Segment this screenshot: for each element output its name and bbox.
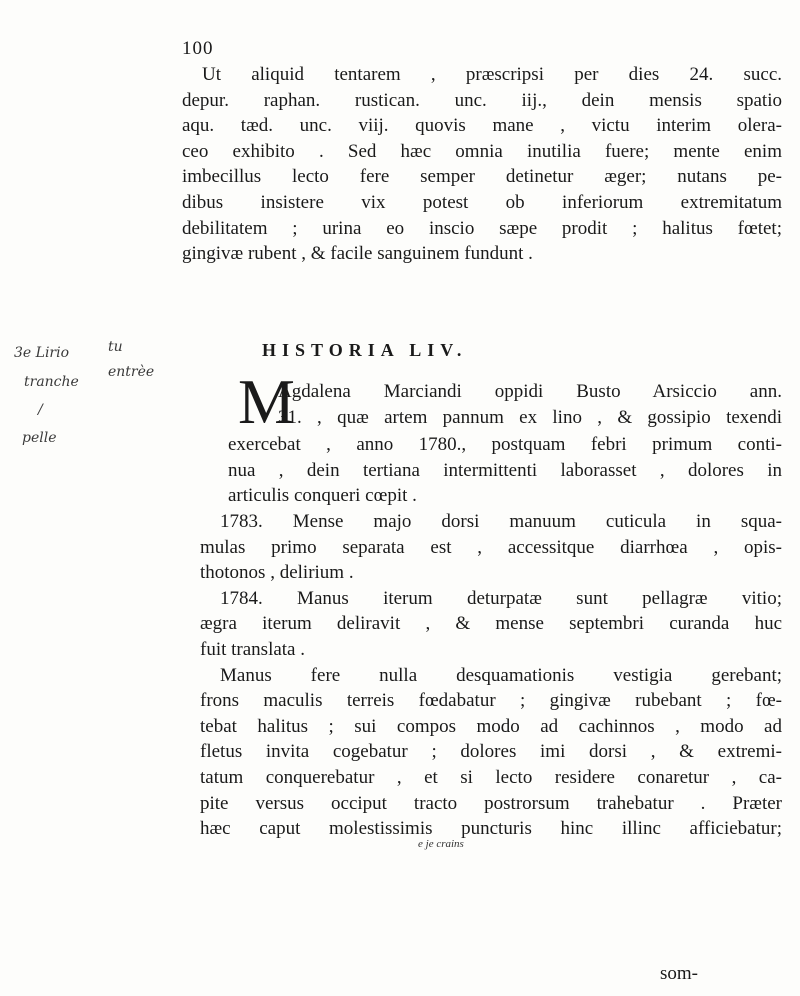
text-line: Ut aliquid tentarem , præscripsi per dies 24. succ. [202,64,782,85]
margin-note: tranche [24,374,79,390]
text-line: fuit translata . [200,638,305,660]
text-line: imbecillus lecto fere semper detinetur æger; nutans pe- [182,166,782,188]
margin-note: / [38,402,43,418]
text-line: tebat halitus ; sui compos modo ad cachinnos , modo ad [200,715,782,737]
text-line: thotonos , delirium . [200,562,354,584]
text-line: debilitatem ; urina eo inscio sæpe prodit ; halitus fœtet; [182,217,782,239]
text-line: depur. raphan. rustican. unc. iij., dein mensis spatio [182,89,782,111]
text-line: 1784. Manus iterum deturpatæ sunt pellagræ vitio; [220,587,782,609]
historia-lines-first [278,379,782,430]
text-line: nua , dein tertiana intermittenti laborasset , dolores in [228,459,782,481]
margin-note: 3e Lirio [14,345,70,361]
text-line: 1783. Mense majo dorsi manuum cuticula in squa- [220,511,782,532]
text-line: ceo exhibito . Sed hæc omnia inutilia fuere; mente enim [182,140,782,162]
text-line: ægra iterum deliravit , & mense septembri curanda huc [200,613,782,635]
text-line: tatum conquerebatur , et si lecto residere conaretur , ca- [200,766,782,788]
catchword: som- [660,963,698,984]
section-heading: HISTORIA LIV. [262,340,468,360]
historia-lines-rest [228,432,782,509]
text-line: articulis conqueri cœpit . [228,485,417,507]
text-line: mulas primo separata est , accessitque diarrhœa , opis- [200,536,782,558]
body-text [200,509,782,842]
text-line: gingivæ rubent , & facile sanguinem fundunt . [182,243,533,265]
text-line: Manus fere nulla desquamationis vestigia gerebant; [220,664,782,686]
text-line: aqu. tæd. unc. viij. quovis mane , victu interim olera- [182,115,782,137]
text-line: exercebat , anno 1780., postquam febri primum conti- [228,434,782,455]
margin-note: entrèe [108,364,155,380]
text-line: pite versus occiput tracto postrorsum trahebatur . Præter [200,792,782,814]
drop-cap: M [238,366,295,437]
text-line: Agdalena Marciandi oppidi Busto Arsiccio ann. [278,381,782,402]
text-line: fletus invita cogebatur ; dolores imi dorsi , & extremi- [200,741,782,763]
margin-note: tu [108,339,123,355]
text-line: dibus insistere vix potest ob inferiorum extremitatum [182,191,782,213]
text-line: frons maculis terreis fœdabatur ; gingivæ rubebant ; fœ- [200,690,782,712]
page-number: 100 [182,38,214,59]
text-line: hæc caput molestissimis puncturis hinc illinc afficiebatur; [200,818,782,840]
interlinear-note: e je crains [418,838,464,850]
paragraph-1 [182,62,782,267]
text-line: 31. , quæ artem pannum ex lino , & gossipio texendi [278,406,782,428]
margin-note: pelle [22,430,57,446]
